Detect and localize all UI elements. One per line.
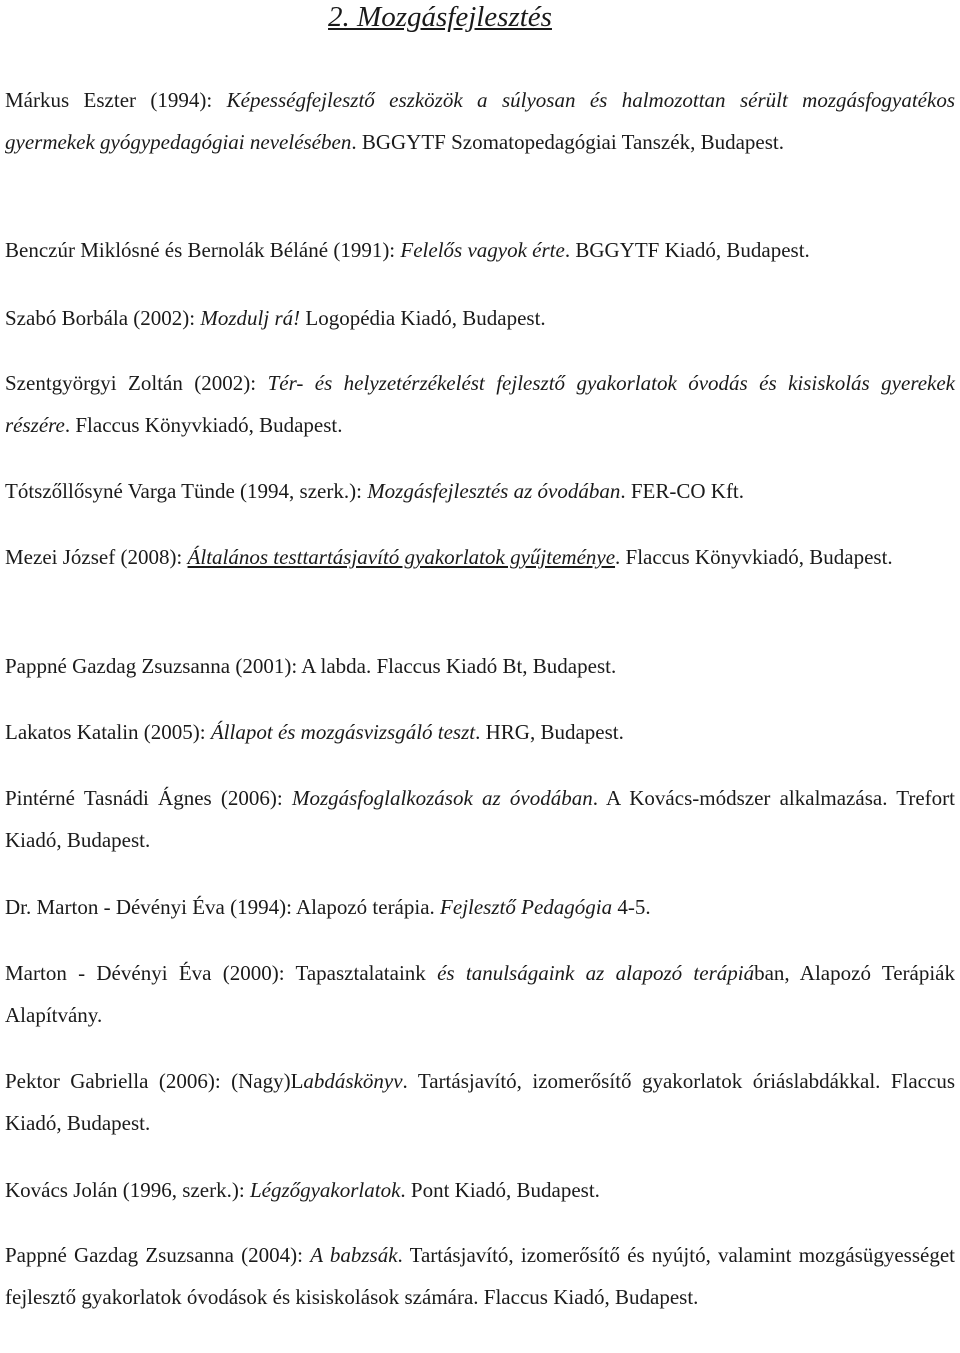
reference-text: Pektor Gabriella (2006): (Nagy)L <box>5 1069 304 1093</box>
reference-text: Benczúr Miklósné és Bernolák Béláné (1991): <box>5 238 401 262</box>
page-title: 2. Mozgásfejlesztés <box>328 1 552 33</box>
reference-item <box>5 1234 955 1318</box>
reference-title: Mozgásfoglalkozások az óvodában <box>291 786 593 810</box>
reference-text: Lakatos Katalin (2005): <box>5 720 211 744</box>
reference-item <box>5 79 955 163</box>
reference-item <box>5 362 955 446</box>
reference-text: . BGGYTF Szomatopedagógiai Tanszék, Budapest. <box>351 130 784 154</box>
reference-text: Pappné Gazdag Zsuzsanna (2004): <box>5 1243 311 1267</box>
reference-item <box>5 952 955 1036</box>
reference-title: Képességfejlesztő eszközök a súlyosan és halmozottan sérült mozgásfogyatékos gyermekek gyógypedagógiai nevelésében <box>5 88 955 154</box>
reference-text: Marton - Dévényi Éva (2000): Tapasztalataink <box>5 961 438 985</box>
reference-title: Fejlesztő Pedagógia <box>440 895 613 919</box>
reference-text: . Pont Kiadó, Budapest. <box>400 1178 600 1202</box>
reference-text: . A Kovács-módszer alkalmazása. Trefort Kiadó, Budapest. <box>5 786 956 852</box>
reference-title: abdáskönyv <box>303 1069 403 1093</box>
reference-title: Tér- és helyzetérzékelést fejlesztő gyakorlatok óvodás és kisiskolás gyerekek részére <box>5 371 955 437</box>
reference-title: Mozgásfejlesztés az óvodában <box>367 479 621 503</box>
reference-text: . Tartásjavító, izomerősítő és nyújtó, valamint mozgásügyességet fejlesztő gyakorlatok óvodások és kisiskolások számára. Flaccus Kiadó, Budapest. <box>5 1243 955 1309</box>
reference-text: Szabó Borbála (2002): <box>5 306 201 330</box>
reference-item <box>5 1169 955 1211</box>
reference-text: . Flaccus Könyvkiadó, Budapest. <box>615 545 893 569</box>
reference-title: Mozdulj rá! <box>200 306 301 330</box>
reference-item <box>5 645 955 687</box>
reference-text: . FER-CO Kft. <box>620 479 745 503</box>
reference-title: Általános testtartásjavító gyakorlatok gyűjteménye <box>187 545 616 569</box>
reference-text: Szentgyörgyi Zoltán (2002): <box>5 371 268 395</box>
reference-item <box>5 297 955 339</box>
reference-item <box>5 777 955 861</box>
reference-title: és tanulságaink az alapozó terápiá <box>437 961 755 985</box>
reference-item <box>5 229 955 271</box>
reference-text: . Tartásjavító, izomerősítő gyakorlatok óriáslabdákkal. Flaccus Kiadó, Budapest. <box>5 1069 956 1135</box>
reference-item <box>5 711 955 753</box>
reference-text: Márkus Eszter (1994): <box>5 88 227 112</box>
reference-text: . BGGYTF Kiadó, Budapest. <box>564 238 810 262</box>
reference-text: Kovács Jolán (1996, szerk.): <box>5 1178 250 1202</box>
reference-title: Felelős vagyok érte <box>400 238 565 262</box>
reference-item <box>5 536 955 578</box>
reference-text: Logopédia Kiadó, Budapest. <box>300 306 546 330</box>
reference-text: . Flaccus Könyvkiadó, Budapest. <box>64 413 343 437</box>
reference-text: . HRG, Budapest. <box>475 720 624 744</box>
reference-text: Tótszőllősyné Varga Tünde (1994, szerk.): <box>5 479 368 503</box>
reference-text: Mezei József (2008): <box>5 545 188 569</box>
reference-text: 4-5. <box>612 895 651 919</box>
reference-text: Pappné Gazdag Zsuzsanna (2001): A labda. Flaccus Kiadó Bt, Budapest. <box>5 654 617 678</box>
reference-item <box>5 1060 955 1144</box>
reference-item <box>5 886 955 928</box>
reference-item <box>5 470 955 512</box>
reference-title: Állapot és mozgásvizsgáló teszt <box>210 720 476 744</box>
reference-text: Dr. Marton - Dévényi Éva (1994): Alapozó terápia. <box>5 895 441 919</box>
reference-title: A babzsák <box>310 1243 398 1267</box>
reference-text: Pintérné Tasnádi Ágnes (2006): <box>5 786 292 810</box>
reference-title: Légzőgyakorlatok <box>249 1178 401 1202</box>
reference-text: ban, Alapozó Terápiák Alapítvány. <box>5 961 956 1027</box>
